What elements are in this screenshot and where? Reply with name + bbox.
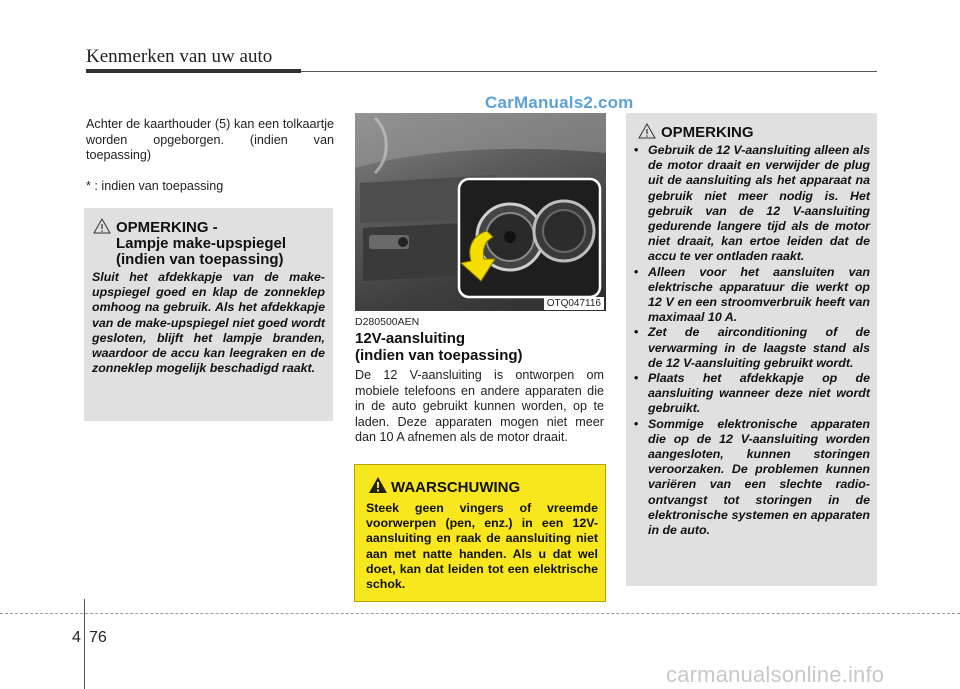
note-list-item: • Sommige elektronische apparaten die op de 12 V-aansluiting worden aangesloten, kunnen storingen veroorzaken. De problemen kunnen variëren van een slechte radio-ontvangst tot storingen in de elektronische systemen en apparaten in de auto. [628, 417, 870, 539]
middle-paragraph: De 12 V-aansluiting is ontworpen om mobiele telefoons en andere apparaten die in de auto gebruikt kunnen worden, op te laden. Deze apparaten mogen niet meer dan 10 A afnemen als de motor draait. [355, 368, 604, 444]
note-list-item: • Zet de airconditioning of de verwarming in de laagste stand als de 12 V-aansluiting gebruikt wordt. [628, 325, 870, 371]
note-title: OPMERKING [661, 124, 754, 141]
header-rule-thin [301, 71, 877, 72]
section-code: D280500AEN [355, 316, 420, 328]
footer-vertical-rule [84, 599, 85, 689]
power-outlet-photo [355, 113, 606, 311]
note-list [628, 143, 870, 538]
page-number: 76 [89, 629, 107, 646]
warning-text: Steek geen vingers of vreemde voorwerpen (pen, enz.) in een 12V-aansluiting en raak de aansluiting niet aan met natte handen. Als u dat wel doet, kan dat leiden tot een elektrische schok. [366, 501, 598, 592]
section-title [355, 330, 523, 364]
note-list-item: • Alleen voor het aansluiten van elektrische apparatuur die werkt op 12 V en een stroomverbruik heeft van maximaal 10 A. [628, 265, 870, 326]
warning-triangle-icon [368, 476, 388, 494]
note-title-line1: OPMERKING - [116, 219, 218, 236]
note-box-12v-outlet [626, 113, 877, 586]
image-caption: OTQ047116 [544, 297, 604, 310]
note-list-item: • Plaats het afdekkapje op de aansluiting wanneer deze niet wordt gebruikt. [628, 371, 870, 417]
note-box-makeup-mirror [84, 208, 333, 421]
power-outlet-illustration [355, 113, 606, 311]
left-paragraph-2: * : indien van toepassing [86, 179, 224, 193]
watermark-bottom[interactable]: carmanualsonline.info [666, 662, 885, 687]
note-title-line2: Lampje make-upspiegel [116, 235, 287, 252]
warning-title: WAARSCHUWING [391, 479, 521, 496]
header-rule-thick [86, 69, 301, 73]
note-text-makeup-mirror: Sluit het afdekkapje van de make-upspiegel goed en klap de zonneklep omhoog na gebruik. Als het afdekkapje van de make-upspiegel niet goed wordt gesloten, blijft het lampje branden, waardoor de accu kan leegraken en de zonneklep mogelijk beschadigd raakt. [92, 270, 325, 376]
watermark-top[interactable]: CarManuals2.com [485, 93, 634, 112]
note-list-item: • Gebruik de 12 V-aansluiting alleen als de motor draait en verwijder de plug uit de aansluiting als het apparaat na gebruik niet meer nodig is. Het gebruik van de 12 V-aansluiting gedurende langere tijd als de motor niet draait, kan ertoe leiden dat de accu te ver ontladen raakt. [628, 143, 870, 265]
chapter-number: 4 [72, 629, 81, 646]
caution-triangle-icon [93, 218, 111, 234]
section-title-line1: 12V-aansluiting [355, 330, 466, 347]
section-title-line2: (indien van toepassing) [355, 347, 523, 364]
warning-box [354, 464, 606, 602]
page-header-title: Kenmerken van uw auto [86, 46, 273, 67]
note-title-line3: (indien van toepassing) [116, 251, 284, 268]
left-paragraph-1: Achter de kaarthouder (5) kan een tolkaartje worden opgeborgen. (indien van toepassing) [86, 117, 334, 162]
caution-triangle-icon [638, 123, 656, 139]
footer-dashed-rule [0, 613, 960, 614]
